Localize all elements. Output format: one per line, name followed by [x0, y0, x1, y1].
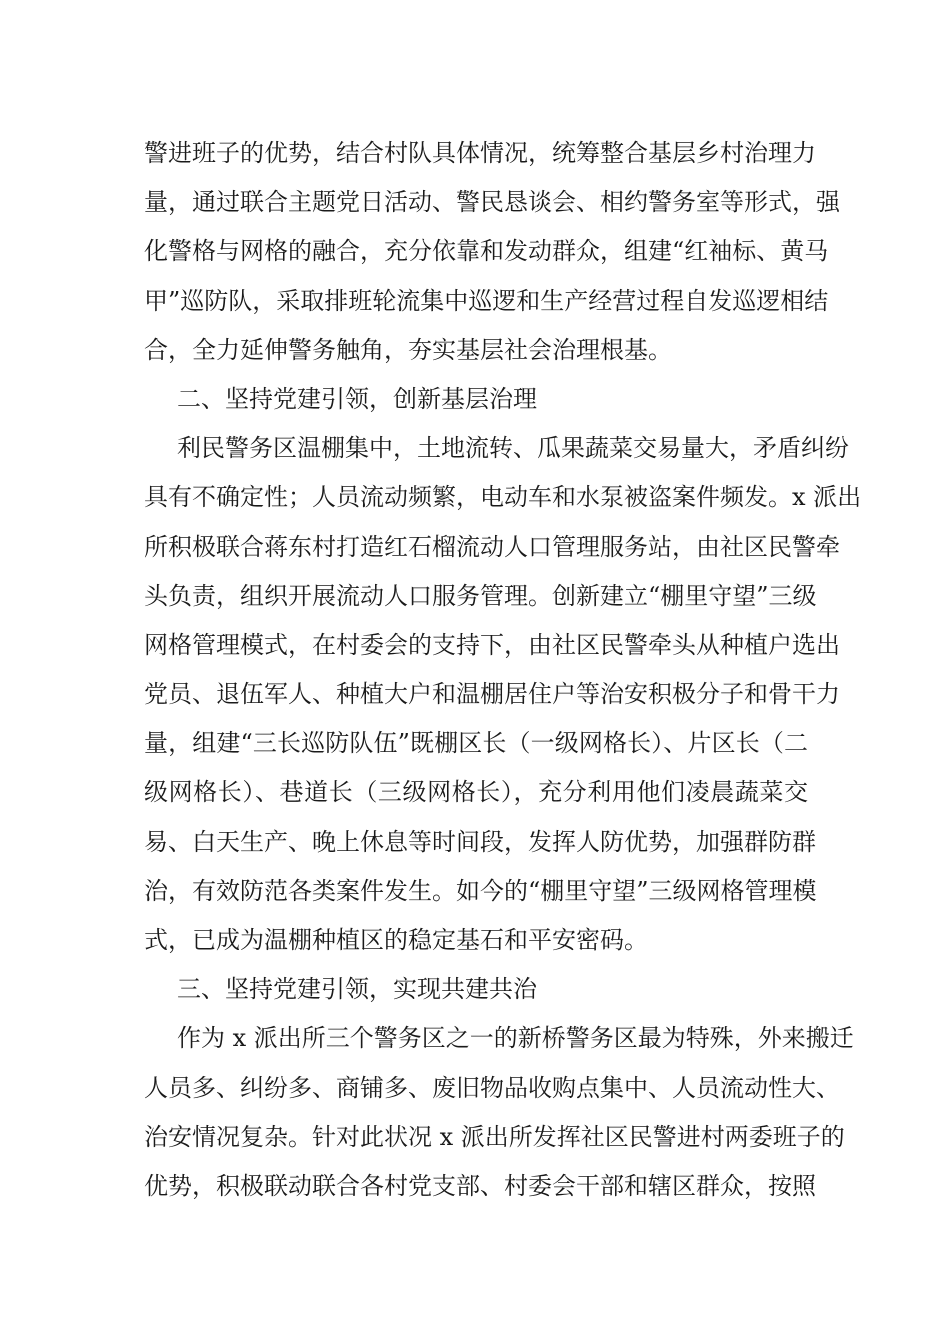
- text-line: 利民警务区温棚集中，土地流转、瓜果蔬菜交易量大，矛盾纠纷: [177, 434, 849, 463]
- text-line: 头负责，组织开展流动人口服务管理。创新建立“棚里守望”三级: [144, 581, 817, 610]
- section-heading-2: 二、坚持党建引领，创新基层治理: [177, 384, 537, 413]
- text-line: 作为 x 派出所三个警务区之一的新桥警务区最为特殊，外来搬迁: [177, 1024, 854, 1053]
- text-line: 警进班子的优势，结合村队具体情况，统筹整合基层乡村治理力: [144, 139, 816, 167]
- document-body: [144, 129, 862, 1211]
- text-line: 合，全力延伸警务触角，夯实基层社会治理根基。: [144, 335, 672, 364]
- text-line: 量，组建“三长巡防队伍”既棚区长（一级网格长）、片区长（二: [144, 729, 808, 758]
- text-line: 人员多、纠纷多、商铺多、废旧物品收购点集中、人员流动性大、: [144, 1073, 840, 1102]
- paragraph-continued: [144, 129, 840, 375]
- text-line: 化警格与网格的融合，充分依靠和发动群众，组建“红袖标、黄马: [144, 237, 829, 266]
- text-line: 易、白天生产、晚上休息等时间段，发挥人防优势，加强群防群: [144, 827, 816, 856]
- text-line: 式，已成为温棚种植区的稳定基石和平安密码。: [144, 926, 648, 954]
- text-line: 具有不确定性；人员流动频繁，电动车和水泵被盗案件频发。x 派出: [144, 483, 862, 512]
- text-line: 量，通过联合主题党日活动、警民恳谈会、相约警务室等形式，强: [144, 188, 840, 217]
- paragraph-section-2: [144, 424, 862, 965]
- text-line: 治，有效防范各类案件发生。如今的“棚里守望”三级网格管理模: [144, 876, 817, 905]
- text-line: 所积极联合蒋东村打造红石榴流动人口管理服务站，由社区民警牵: [144, 532, 840, 561]
- text-line: 网格管理模式，在村委会的支持下，由社区民警牵头从种植户选出: [144, 630, 840, 659]
- section-heading-3: 三、坚持党建引领，实现共建共治: [177, 975, 537, 1004]
- text-line: 级网格长）、巷道长（三级网格长），充分利用他们凌晨蔬菜交: [144, 778, 808, 807]
- text-line: 甲”巡防队，采取排班轮流集中巡逻和生产经营过程自发巡逻相结: [144, 286, 829, 315]
- text-line: 党员、退伍军人、种植大户和温棚居住户等治安积极分子和骨干力: [144, 680, 840, 709]
- text-line: 治安情况复杂。针对此状况 x 派出所发挥社区民警进村两委班子的: [144, 1122, 845, 1151]
- text-line: 优势，积极联动联合各村党支部、村委会干部和辖区群众，按照: [144, 1171, 816, 1200]
- paragraph-section-3: [144, 1014, 854, 1211]
